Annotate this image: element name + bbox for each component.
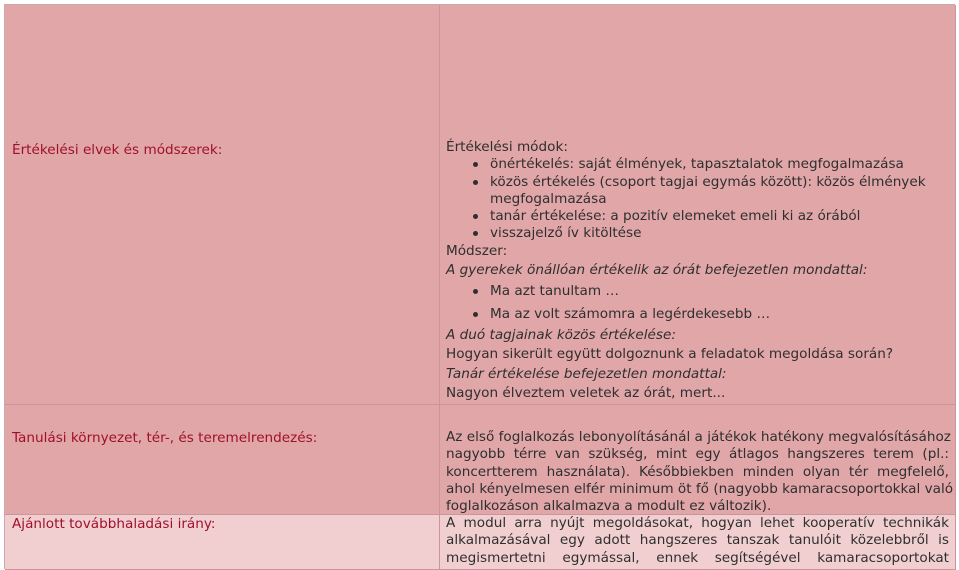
env-line: foglalkozáson alkalmazva a modult ez változik). bbox=[446, 498, 772, 515]
eval-label: Értékelési elvek és módszerek: bbox=[12, 142, 223, 158]
list-item: Ma azt tanultam … bbox=[446, 283, 949, 300]
env-line: Az első foglalkozás lebonyolításánál a játékok hatékony megvalósításához bbox=[446, 429, 951, 445]
method-heading: Módszer: bbox=[446, 242, 508, 259]
env-content bbox=[446, 429, 954, 515]
method-intro: A gyerekek önállóan értékelik az órát befejezetlen mondattal: bbox=[446, 262, 868, 279]
duo-text: Hogyan sikerült együtt dolgoznunk a feladatok megoldása során? bbox=[446, 346, 894, 363]
eval-content bbox=[446, 139, 949, 402]
list-item: tanár értékelése: a pozitív elemeket emeli ki az órából bbox=[446, 208, 949, 225]
next-line: megismertetni egymással, ennek segítségével kamaracsoportokat bbox=[446, 549, 949, 566]
env-line: koncertterem használata). Későbbiekben minden olyan tér megfelelő, bbox=[446, 463, 949, 480]
modes-list bbox=[446, 156, 949, 191]
sentence-list bbox=[446, 283, 949, 323]
env-label: Tanulási környezet, tér-, és teremelrendezés: bbox=[12, 430, 318, 446]
next-label: Ajánlott továbbhaladási irány: bbox=[12, 516, 216, 532]
column-divider bbox=[439, 5, 440, 570]
lesson-plan-table bbox=[4, 4, 955, 569]
list-item: önértékelés: saját élmények, tapasztalatok megfogalmazása bbox=[446, 156, 949, 173]
list-item-continuation: megfogalmazása bbox=[490, 190, 607, 207]
env-line: ahol kényelmesen elfér minimum öt fő (nagyobb kamaracsoportokkal való bbox=[446, 480, 954, 497]
list-item: Ma az volt számomra a legérdekesebb … bbox=[446, 306, 949, 323]
teacher-heading: Tanár értékelése befejezetlen mondattal: bbox=[446, 365, 727, 382]
list-item: visszajelző ív kitöltése bbox=[446, 225, 949, 242]
next-content bbox=[446, 515, 949, 567]
next-line: alkalmazásával egy adott hangszeres tanszak tanulóit közelebbről is bbox=[446, 532, 949, 549]
env-line: nagyobb térre van szükség, mint egy átlagos hangszeres terem (pl.: bbox=[446, 446, 949, 463]
list-item: közös értékelés (csoport tagjai egymás között): közös élmények bbox=[446, 174, 949, 191]
next-line: A modul arra nyújt megoldásokat, hogyan lehet kooperatív technikák bbox=[446, 515, 949, 531]
modes-heading: Értékelési módok: bbox=[446, 139, 568, 155]
duo-heading: A duó tagjainak közös értékelése: bbox=[446, 326, 676, 343]
teacher-text: Nagyon élveztem veletek az órát, mert... bbox=[446, 384, 726, 401]
